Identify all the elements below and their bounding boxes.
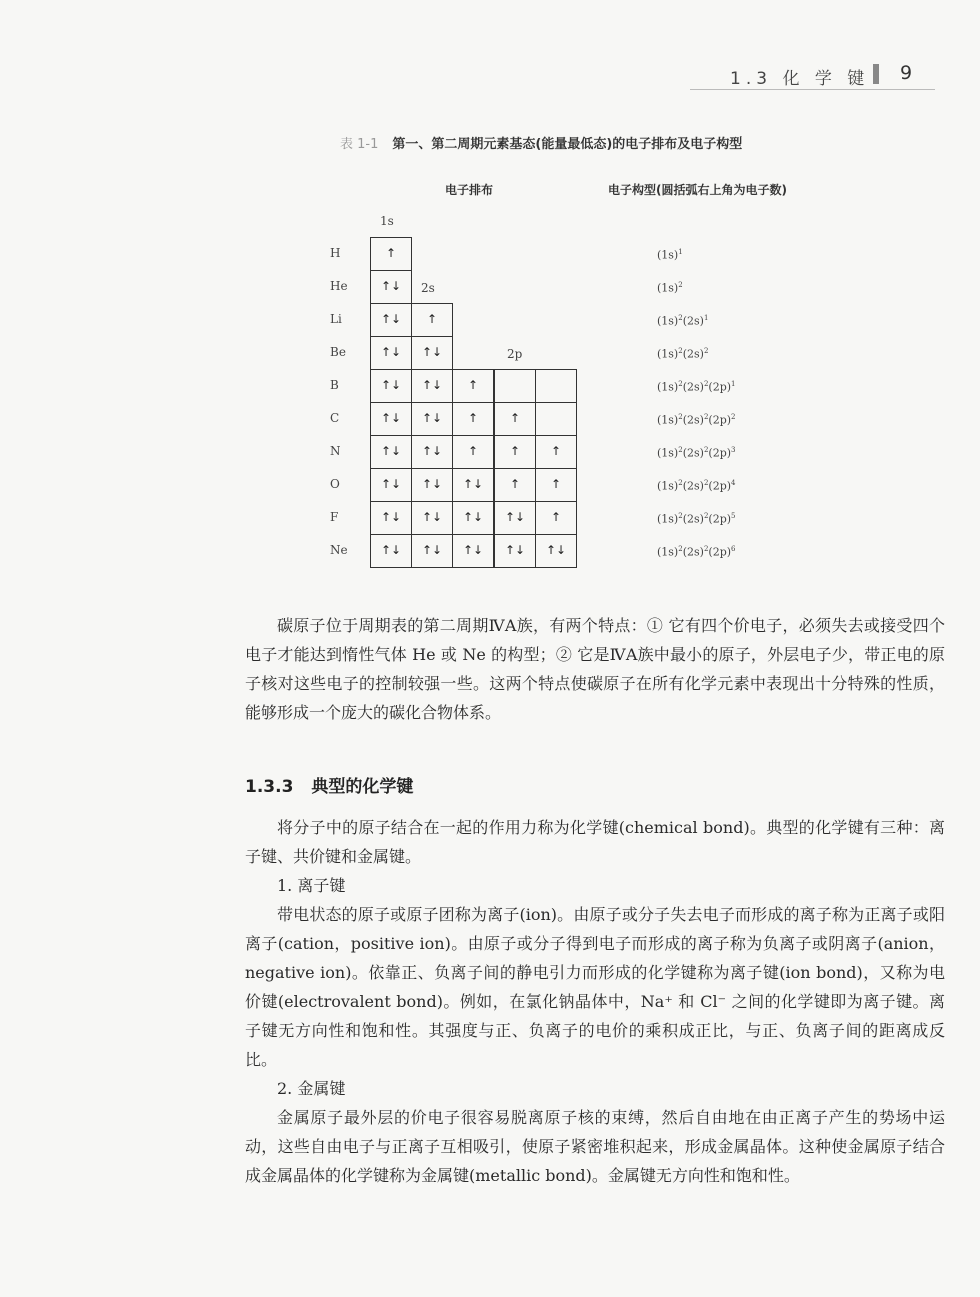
orbital-box-F-5: ↑ xyxy=(535,501,577,535)
col-head-configuration: 电子构型(圆括弧右上角为电子数) xyxy=(608,183,787,197)
subheading-ionic-bond: 1. 离子键 xyxy=(277,876,346,895)
orbital-box-C-4: ↑ xyxy=(494,402,536,436)
orbital-box-N-3: ↑ xyxy=(452,435,494,469)
element-symbol-Ne: Ne xyxy=(330,543,348,557)
running-header-section: 1.3 化 学 键 xyxy=(730,69,870,89)
electron-config-Be: $(1s)^2(2s)^2$ xyxy=(657,347,709,361)
section-title: 典型的化学键 xyxy=(311,777,414,797)
electron-config-F: $(1s)^2(2s)^2(2p)^5$ xyxy=(657,512,736,526)
electron-config-C: $(1s)^2(2s)^2(2p)^2$ xyxy=(657,413,736,427)
element-symbol-C: C xyxy=(330,411,340,425)
orbital-box-Li-1: ↑↓ xyxy=(370,303,412,337)
orbital-box-H-1: ↑ xyxy=(370,237,412,271)
orbital-box-Ne-3: ↑↓ xyxy=(452,534,494,568)
running-header xyxy=(690,62,940,92)
orbital-box-Ne-1: ↑↓ xyxy=(370,534,412,568)
element-symbol-He: He xyxy=(330,279,348,293)
electron-config-Ne: $(1s)^2(2s)^2(2p)^6$ xyxy=(657,545,736,559)
orbital-box-F-1: ↑↓ xyxy=(370,501,412,535)
section-number: 1.3.3 xyxy=(245,777,294,797)
orbital-box-C-3: ↑ xyxy=(452,402,494,436)
orbital-box-O-1: ↑↓ xyxy=(370,468,412,502)
orbital-box-B-4 xyxy=(494,369,536,403)
orbital-box-He-1: ↑↓ xyxy=(370,270,412,304)
header-bar xyxy=(873,64,879,84)
body-paragraph-block-2 xyxy=(245,813,945,1190)
element-symbol-N: N xyxy=(330,444,341,458)
orbital-box-N-1: ↑↓ xyxy=(370,435,412,469)
shell-label-2p: 2p xyxy=(507,347,523,361)
electron-config-O: $(1s)^2(2s)^2(2p)^4$ xyxy=(657,479,736,493)
orbital-box-C-2: ↑↓ xyxy=(411,402,453,436)
table-title: 第一、第二周期元素基态(能量最低态)的电子排布及电子构型 xyxy=(392,137,743,152)
page-number: 9 xyxy=(900,62,913,84)
paragraph-ionic-bond: 带电状态的原子或原子团称为离子(ion)。由原子或分子失去电子而形成的离子称为正离子或阳离子(cation，positive ion)。由原子或分子得到电子而形成的离子称为负离子或阴离子(anion，negative ion)。依靠正、负离子间的静电引力而形成的化学键称为离子键(ion bond)，又称为电价键(electrovalent bond)。例如，在氯化钠晶体中，Na⁺ 和 Cl⁻ 之间的化学键即为离子键。离子键无方向性和饱和性。其强度与正、负离子的电价的乘积成正比，与正、负离子间的距离成反比。 xyxy=(245,905,945,1069)
shell-label-2s: 2s xyxy=(421,281,435,295)
element-symbol-F: F xyxy=(330,510,339,524)
orbital-box-Be-1: ↑↓ xyxy=(370,336,412,370)
header-rule xyxy=(690,89,935,90)
orbital-box-C-1: ↑↓ xyxy=(370,402,412,436)
electron-config-He: $(1s)^2$ xyxy=(657,281,683,295)
col-head-arrangement: 电子排布 xyxy=(445,183,494,197)
orbital-box-F-2: ↑↓ xyxy=(411,501,453,535)
electron-config-B: $(1s)^2(2s)^2(2p)^1$ xyxy=(657,380,736,394)
electron-config-Li: $(1s)^2(2s)^1$ xyxy=(657,314,709,328)
orbital-box-F-3: ↑↓ xyxy=(452,501,494,535)
shell-label-1s: 1s xyxy=(380,214,394,228)
orbital-box-C-5 xyxy=(535,402,577,436)
paragraph-chemical-bond: 将分子中的原子结合在一起的作用力称为化学键(chemical bond)。典型的化学键有三种：离子键、共价键和金属键。 xyxy=(245,818,945,866)
orbital-box-Be-2: ↑↓ xyxy=(411,336,453,370)
electron-config-N: $(1s)^2(2s)^2(2p)^3$ xyxy=(657,446,736,460)
element-symbol-B: B xyxy=(330,378,339,392)
table-caption xyxy=(340,133,742,152)
table-label: 表 1-1 xyxy=(340,137,379,152)
orbital-box-O-2: ↑↓ xyxy=(411,468,453,502)
orbital-box-B-5 xyxy=(535,369,577,403)
orbital-box-Li-2: ↑ xyxy=(411,303,453,337)
element-symbol-Li: Li xyxy=(330,312,342,326)
orbital-box-Ne-5: ↑↓ xyxy=(535,534,577,568)
element-symbol-H: H xyxy=(330,246,341,260)
orbital-box-N-4: ↑ xyxy=(494,435,536,469)
paragraph-carbon: 碳原子位于周期表的第二周期ⅣA族，有两个特点：① 它有四个价电子，必须失去或接受四个电子才能达到惰性气体 He 或 Ne 的构型；② 它是ⅣA族中最小的原子，外层电子少，带正电的原子核对这些电子的控制较强一些。这两个特点使碳原子在所有化学元素中表现出十分特殊的性质，能够形成一个庞大的碳化合物体系。 xyxy=(245,616,945,722)
paragraph-metallic-bond: 金属原子最外层的价电子很容易脱离原子核的束缚，然后自由地在由正离子产生的势场中运动，这些自由电子与正离子互相吸引，使原子紧密堆积起来，形成金属晶体。这种使金属原子结合成金属晶体的化学键称为金属键(metallic bond)。金属键无方向性和饱和性。 xyxy=(245,1108,945,1185)
orbital-box-B-1: ↑↓ xyxy=(370,369,412,403)
subheading-metallic-bond: 2. 金属键 xyxy=(277,1079,346,1098)
section-heading xyxy=(245,772,413,797)
element-symbol-O: O xyxy=(330,477,340,491)
orbital-box-Ne-2: ↑↓ xyxy=(411,534,453,568)
orbital-box-Ne-4: ↑↓ xyxy=(494,534,536,568)
orbital-box-B-2: ↑↓ xyxy=(411,369,453,403)
orbital-box-O-3: ↑↓ xyxy=(452,468,494,502)
orbital-box-N-5: ↑ xyxy=(535,435,577,469)
orbital-box-O-4: ↑ xyxy=(494,468,536,502)
electron-config-H: $(1s)^1$ xyxy=(657,248,683,262)
orbital-box-O-5: ↑ xyxy=(535,468,577,502)
element-symbol-Be: Be xyxy=(330,345,346,359)
body-paragraph-block-1 xyxy=(245,611,945,727)
orbital-box-B-3: ↑ xyxy=(452,369,494,403)
orbital-box-F-4: ↑↓ xyxy=(494,501,536,535)
orbital-box-N-2: ↑↓ xyxy=(411,435,453,469)
